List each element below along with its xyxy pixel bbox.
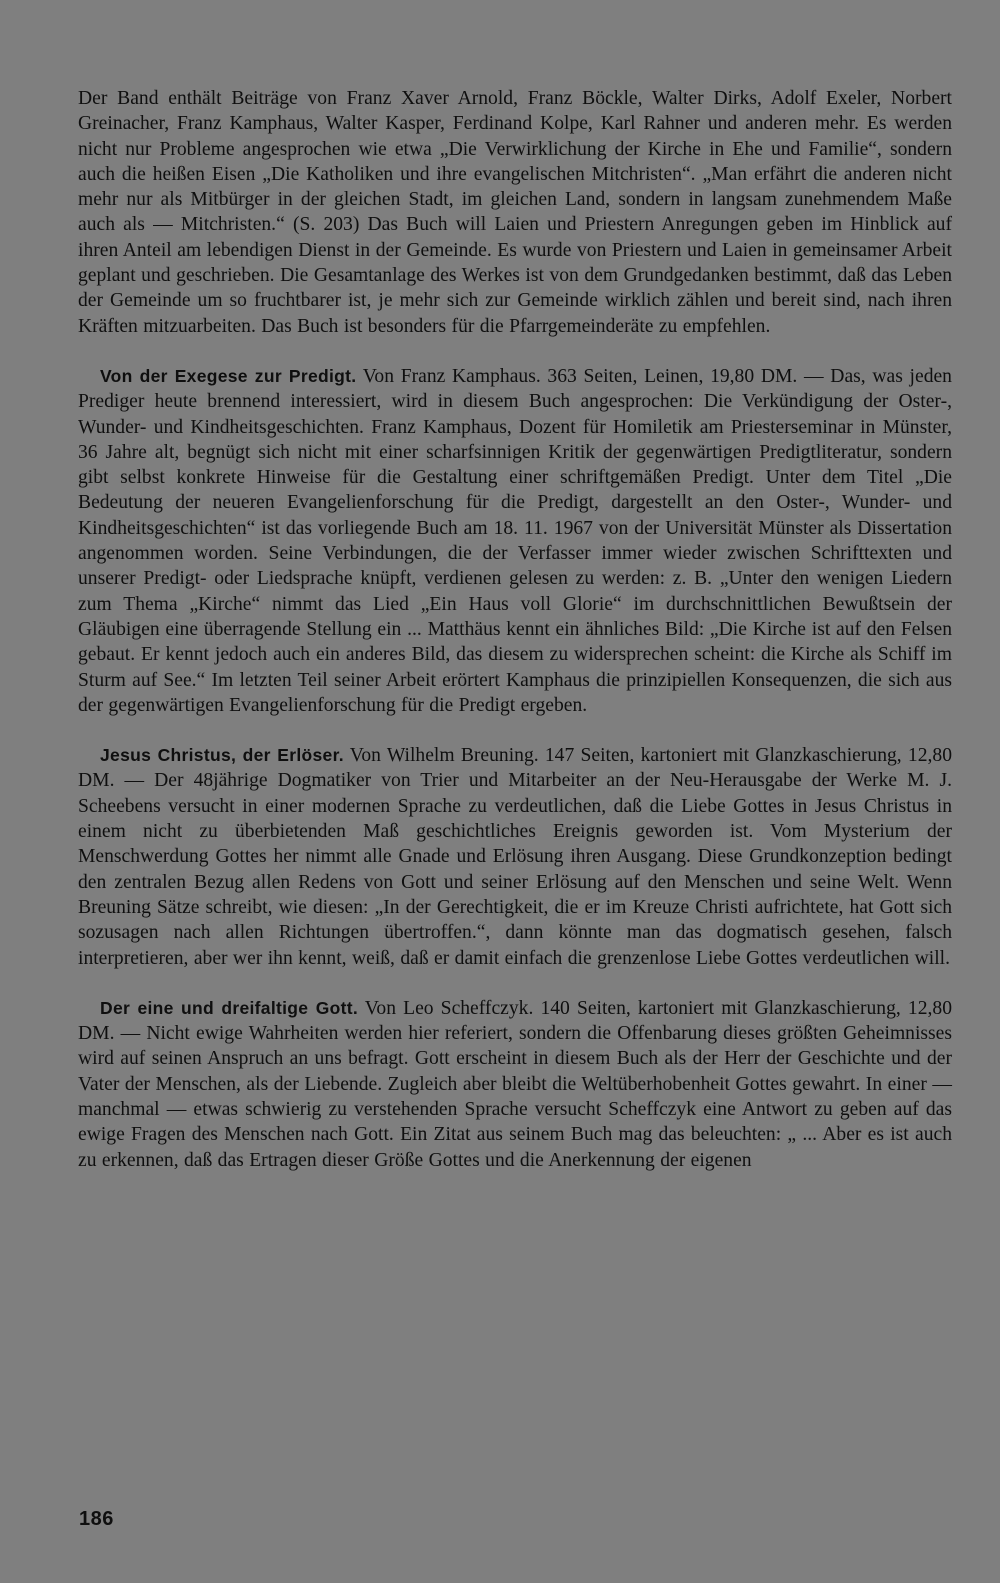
page-number: 186 bbox=[79, 1508, 114, 1530]
review-exegese bbox=[78, 364, 952, 718]
review-dreifaltige-gott bbox=[78, 996, 952, 1173]
review-body: Von Franz Kamphaus. 363 Seiten, Leinen, 19,80 DM. — Das, was jeden Prediger heute brennend interessiert, wird in diesem Buch angesprochen: Die Verkündigung der Oster-, Wunder- und Kindheitsgeschichten. Franz Kamphaus, Dozent für Homiletik am Priesterseminar in Münster, 36 Jahre alt, begnügt sich nicht mit einer scharfsinnigen Kritik der gegenwärtigen Predigtliteratur, sondern gibt selbst konkrete Hinweise für die Gestaltung einer schriftgemäßen Predigt. Unter dem Titel „Die Bedeutung der neueren Evangelienforschung für die Predigt, dargestellt an den Oster-, Wunder- und Kindheitsgeschichten“ ist das vorliegende Buch am 18. 11. 1967 von der Universität Münster als Dissertation angenommen worden. Seine Verbindungen, die der Verfasser immer wieder zwischen Schrifttexten und unserer Predigt- oder Liedsprache knüpft, verdienen gelesen zu werden: z. B. „Unter den wenigen Liedern zum Thema „Kirche“ nimmt das Lied „Ein Haus voll Glorie“ im durchschnittlichen Bewußtsein der Gläubigen eine überragende Stellung ein ... Matthäus kennt ein ähnliches Bild: „Die Kirche ist auf den Felsen gebaut. Er kennt jedoch auch ein anderes Bild, das diesem zu widersprechen scheint: die Kirche als Schiff im Sturm auf See.“ Im letzten Teil seiner Arbeit erörtert Kamphaus die prinzipiellen Konsequenzen, die sich aus der gegenwärtigen Evangelienforschung für die Predigt ergeben. bbox=[78, 365, 952, 716]
review-title: Der eine und dreifaltige Gott. bbox=[100, 997, 359, 1018]
page-body bbox=[78, 86, 952, 1173]
review-title: Von der Exegese zur Predigt. bbox=[100, 365, 357, 386]
review-body: Von Leo Scheffczyk. 140 Seiten, kartoniert mit Glanzkaschierung, 12,80 DM. — Nicht ewige Wahrheiten werden hier referiert, sondern die Offenbarung dieses größten Geheimnisses wird auf seinen Anspruch an uns befragt. Gott erscheint in diesem Buch als der Herr der Geschichte und der Vater der Menschen, als der Liebende. Zugleich aber bleibt die Weltüberhobenheit Gottes gewahrt. In einer — manchmal — etwas schwierig zu verstehenden Sprache versucht Scheffczyk eine Antwort zu geben auf das ewige Fragen des Menschen nach Gott. Ein Zitat aus seinem Buch mag das beleuchten: „ ... Aber es ist auch zu erkennen, daß das Ertragen dieser Größe Gottes und die Anerkennung der eigenen bbox=[78, 997, 952, 1171]
intro-paragraph: Der Band enthält Beiträge von Franz Xaver Arnold, Franz Böckle, Walter Dirks, Adolf Exeler, Norbert Greinacher, Franz Kamphaus, Walter Kasper, Ferdinand Kolpe, Karl Rahner und anderen mehr. Es werden nicht nur Probleme angesprochen wie etwa „Die Verwirklichung der Kirche in Ehe und Familie“, sondern auch die heißen Eisen „Die Katholiken und ihre evangelischen Mitchristen“. „Man erfährt die anderen nicht mehr nur als Mitbürger in der gleichen Stadt, im gleichen Land, sondern in langsam zunehmendem Maße auch als — Mitchristen.“ (S. 203) Das Buch will Laien und Priestern Anregungen geben im Hinblick auf ihren Anteil am lebendigen Dienst in der Gemeinde. Es wurde von Priestern und Laien in gemeinsamer Arbeit geplant und geschrieben. Die Gesamtanlage des Werkes ist von dem Grundgedanken bestimmt, daß das Leben der Gemeinde um so fruchtbarer ist, je mehr sich zur Gemeinde wirklich zählen und bereit sind, nach ihren Kräften mitzuarbeiten. Das Buch ist besonders für die Pfarrgemeinderäte zu empfehlen. bbox=[78, 88, 952, 337]
review-jesus-christus bbox=[78, 743, 952, 971]
review-body: Von Wilhelm Breuning. 147 Seiten, kartoniert mit Glanzkaschierung, 12,80 DM. — Der 48jährige Dogmatiker von Trier und Mitarbeiter an der Neu-Herausgabe der Werke M. J. Scheebens versucht in einer modernen Sprache zu verdeutlichen, daß die Liebe Gottes in Jesus Christus in einem nicht zu überbietenden Maß geschichtliches Ereignis geworden ist. Vom Mysterium der Menschwerdung Gottes her nimmt alle Gnade und Erlösung ihren Ausgang. Diese Grundkonzeption bedingt den zentralen Bezug allen Redens von Gott und seiner Erlösung auf den Menschen und seine Welt. Wenn Breuning Sätze schreibt, wie diesen: „In der Gerechtigkeit, die er im Kreuze Christi aufrichtete, hat Gott sich sozusagen nach allen Richtungen übertroffen.“, dann könnte man das dogmatisch gesehen, falsch interpretieren, aber wer ihn kennt, weiß, daß er damit einfach die grenzenlose Liebe Gottes verdeutlichen will. bbox=[78, 745, 952, 969]
review-title: Jesus Christus, der Erlöser. bbox=[100, 745, 344, 766]
